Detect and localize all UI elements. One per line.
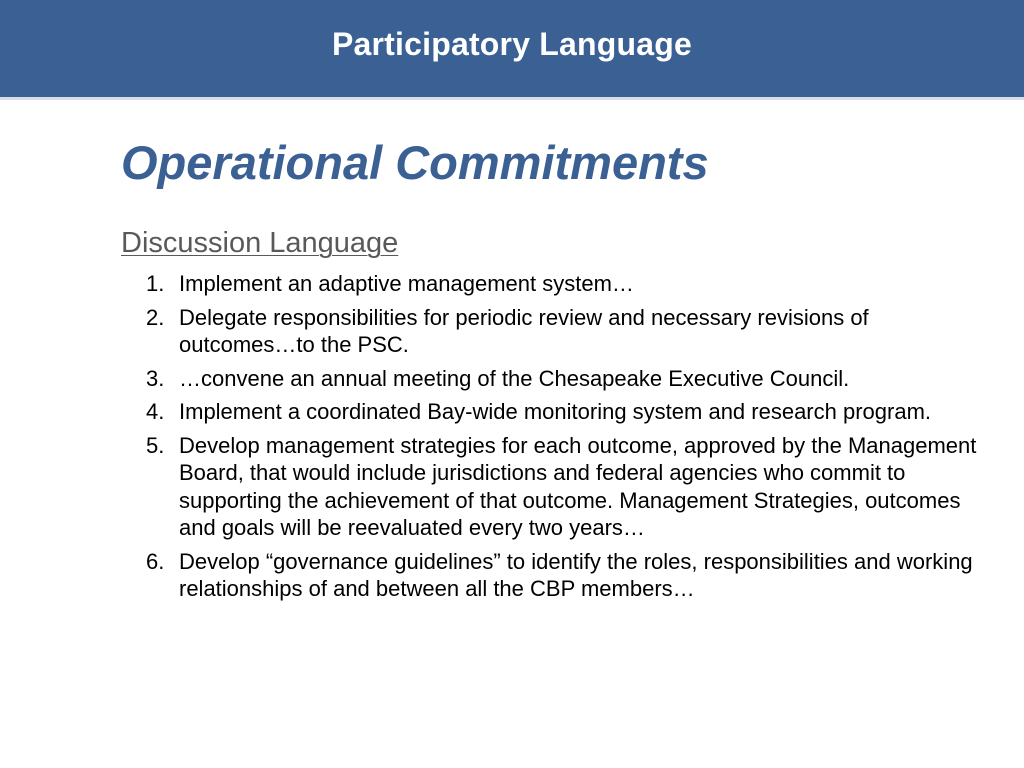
item-number: 1. xyxy=(146,271,165,296)
header-title: Participatory Language xyxy=(331,26,693,62)
item-text: Develop “governance guidelines” to identify the roles, responsibilities and working relationships of and between all the CBP members… xyxy=(179,548,973,601)
page-title: Operational Commitments xyxy=(121,136,709,189)
list-item xyxy=(146,270,986,298)
list-item xyxy=(146,304,986,359)
item-number: 4. xyxy=(146,399,165,424)
item-number: 3. xyxy=(146,365,165,391)
item-text: Implement a coordinated Bay-wide monitoring system and research program. xyxy=(179,399,932,424)
list-item xyxy=(146,548,986,603)
list-item xyxy=(146,432,986,542)
item-text: Implement an adaptive management system… xyxy=(179,271,634,296)
commitments-list xyxy=(146,270,986,609)
item-number: 2. xyxy=(146,304,165,330)
list-item xyxy=(146,398,986,426)
list-item xyxy=(146,365,986,393)
item-number: 6. xyxy=(146,548,165,574)
item-text: Develop management strategies for each outcome, approved by the Management Board, that would include jurisdictions and federal agencies who commit to supporting the achievement of that outcome. Management Strategies, outcomes and goals will be reevaluated every two years… xyxy=(179,432,977,540)
item-text: …convene an annual meeting of the Chesapeake Executive Council. xyxy=(179,365,850,391)
item-number: 5. xyxy=(146,432,165,458)
section-heading: Discussion Language xyxy=(121,227,399,259)
header-bar xyxy=(0,0,1024,100)
item-text: Delegate responsibilities for periodic review and necessary revisions of outcomes…to the PSC. xyxy=(179,304,869,357)
